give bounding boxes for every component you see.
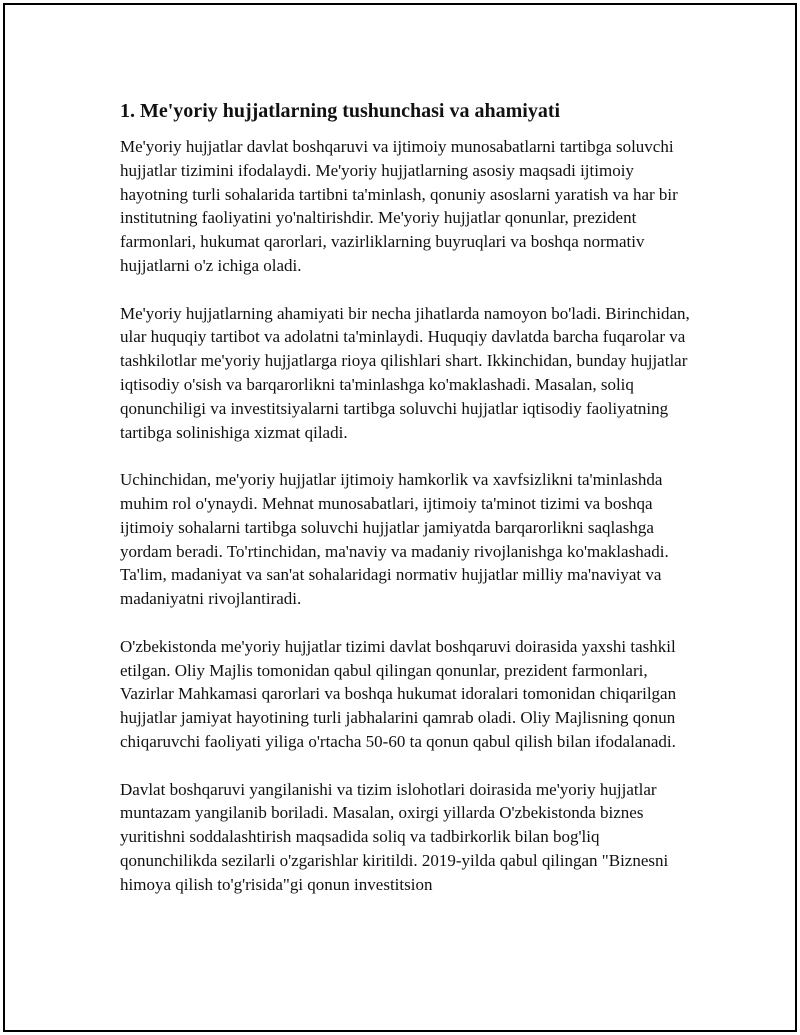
paragraph-4: O'zbekistonda me'yoriy hujjatlar tizimi davlat boshqaruvi doirasida yaxshi tashkil etilgan. Oliy Majlis tomonidan qabul qilingan qonunlar, prezident farmonlari, Vazirlar Mahkamasi qarorlari va boshqa hukumat idoralari tomonidan chiqarilgan hujjatlar jamiyat hayotining turli jabhalarini qamrab oladi. Oliy Majlisning qonun chiqaruvchi faoliyati yiliga o'rtacha 50-60 ta qonun qabul qilish bilan ifodalanadi. xyxy=(120,636,677,751)
paragraph-1: Me'yoriy hujjatlar davlat boshqaruvi va ijtimoiy munosabatlarni tartibga soluvchi hujjatlar tizimini ifodalaydi. Me'yoriy hujjatlarning asosiy maqsadi ijtimoiy hayotning turli sohalarida tartibni ta'minlash, qonuniy asoslarni yaratish va har bir institutning faoliyatini yo'naltirishdir. Me'yoriy hujjatlar qonunlar, prezident farmonlari, hukumat qarorlari, vazirliklarning buyruqlari va boshqa normativ hujjatlarni o'z ichiga oladi. xyxy=(120,137,678,275)
document-body xyxy=(120,98,695,920)
page-frame xyxy=(3,3,797,1032)
section-heading: 1. Me'yoriy hujjatlarning tushunchasi va ahamiyati xyxy=(120,100,561,122)
paragraph-3: Uchinchidan, me'yoriy hujjatlar ijtimoiy hamkorlik va xavfsizlikni ta'minlashda muhim rol o'ynaydi. Mehnat munosabatlari, ijtimoiy ta'minot tizimi va boshqa ijtimoiy sohalarni tartibga soluvchi hujjatlar jamiyatda barqarorlikni saqlashga yordam beradi. To'rtinchidan, ma'naviy va madaniy rivojlanishga ko'maklashadi. Ta'lim, madaniyat va san'at sohalaridagi normativ hujjatlar milliy ma'naviyat va madaniyatni rivojlantiradi. xyxy=(120,470,669,609)
paragraph-2: Me'yoriy hujjatlarning ahamiyati bir necha jihatlarda namoyon bo'ladi. Birinchidan, ular huquqiy tartibot va adolatni ta'minlaydi. Huquqiy davlatda barcha fuqarolar va tashkilotlar me'yoriy hujjatlarga rioya qilishlari shart. Ikkinchidan, bunday hujjatlar iqtisodiy o'sish va barqarorlikni ta'minlashga ko'maklashadi. Masalan, soliq qonunchiligi va investitsiyalarni tartibga soluvchi hujjatlar iqtisodiy faoliyatning tartibga solinishiga xizmat qiladi. xyxy=(120,303,690,442)
paragraph-5: Davlat boshqaruvi yangilanishi va tizim islohotlari doirasida me'yoriy hujjatlar muntazam yangilanib boriladi. Masalan, oxirgi yillarda O'zbekistonda biznes yuritishni soddalashtirish maqsadida soliq va tadbirkorlik bilan bog'liq qonunchilikda sezilarli o'zgarishlar kiritildi. 2019-yilda qabul qilingan "Biznesni himoya qilish to'g'risida"gi qonun investitsion xyxy=(120,779,669,894)
